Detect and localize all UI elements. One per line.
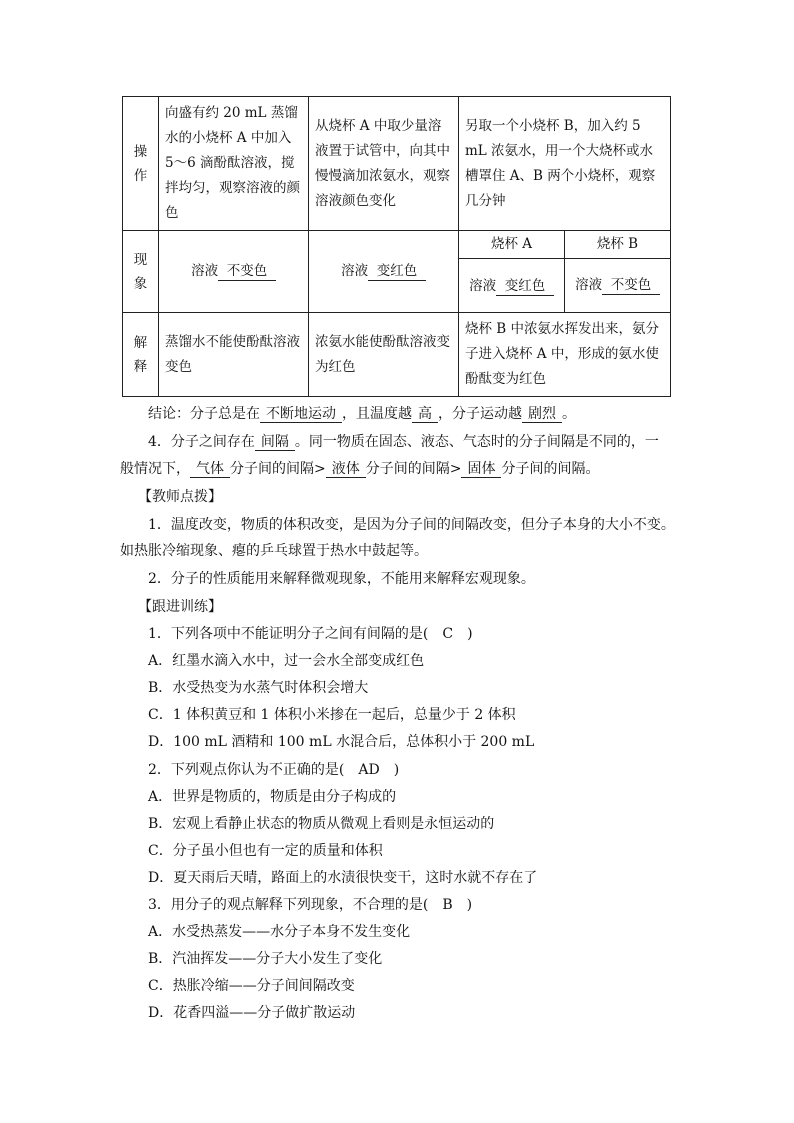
q3-option-d: D．花香四溢——分子做扩散运动 — [148, 1005, 356, 1021]
teacher-tips-heading: 【教师点拨】 — [138, 489, 222, 505]
operation-cell-3: 另取一个小烧杯 B，加入约 5 mL 浓氨水，用一个大烧杯或水槽罩住 A、B 两个小烧杯，观察几分钟 — [459, 97, 671, 231]
item4-blank-4: 固体 — [461, 461, 501, 478]
item4-blank-1: 间隔 — [255, 434, 295, 451]
phenomenon-1-answer — [218, 262, 276, 281]
table-row-phenomenon-top — [123, 231, 671, 259]
conclusion-blank-3: 剧烈 — [522, 406, 562, 423]
phenomenon-2-answer — [368, 262, 426, 281]
item4-blank-2: 气体 — [190, 461, 230, 478]
phenomenon-2-prefix: 溶液 — [341, 263, 369, 279]
q1-option-d: D．100 mL 酒精和 100 mL 水混合后，总体积小于 200 mL — [148, 734, 535, 750]
q2-option-d: D．夏天雨后天晴，路面上的水渍很快变干，这时水就不存在了 — [148, 870, 538, 886]
conclusion-p2: ，且温度越 — [342, 406, 412, 422]
item4-p4: 分子间的间隔> — [230, 461, 326, 477]
item4-p6: 分子间的间隔。 — [501, 461, 600, 477]
row-header-phenomenon-text: 现象 — [133, 251, 148, 292]
teacher-tip-1b: 如热胀冷缩现象、瘪的乒乓球置于热水中鼓起等。 — [120, 543, 428, 559]
beaker-b-header: 烧杯 B — [565, 231, 671, 259]
phenomenon-1-prefix: 溶液 — [191, 263, 219, 279]
row-header-phenomenon — [123, 231, 159, 313]
beaker-b-phenomenon — [565, 259, 671, 313]
q2-option-c: C．分子虽小但也有一定的质量和体积 — [148, 843, 383, 859]
teacher-tip-2: 2．分子的性质能用来解释微观现象，不能用来解释宏观现象。 — [148, 571, 535, 587]
experiment-table — [122, 96, 671, 397]
beaker-b-prefix: 溶液 — [575, 277, 603, 293]
explanation-cell-3: 烧杯 B 中浓氨水挥发出来，氨分子进入烧杯 A 中，形成的氨水使酚酞变为红色 — [459, 313, 671, 397]
conclusion-line — [148, 404, 708, 424]
row-header-operation-text: 操作 — [133, 143, 148, 184]
q3-option-b: B．汽油挥发——分子大小发生了变化 — [148, 951, 383, 967]
item4-p2: 。同一物质在固态、液态、气态时的分子间隔是不同的，一 — [294, 434, 659, 450]
phenomenon-2-answer-text: 变红色 — [376, 263, 418, 279]
q3-option-c: C．热胀冷缩——分子间间隔改变 — [148, 978, 355, 994]
explanation-cell-2: 浓氨水能使酚酞溶液变为红色 — [309, 313, 459, 397]
table-row-explanation — [123, 313, 671, 397]
row-header-explanation-text: 解释 — [133, 334, 148, 375]
beaker-a-answer-text: 变红色 — [504, 277, 546, 294]
beaker-a-answer — [496, 277, 554, 296]
conclusion-p1: 结论：分子总是在 — [148, 406, 260, 422]
item4-p1: 4．分子之间存在 — [148, 434, 255, 450]
q1-option-b: B．水受热变为水蒸气时体积会增大 — [148, 680, 369, 696]
beaker-a-phenomenon — [459, 259, 565, 313]
q3-stem: 3．用分子的观点解释下列现象，不合理的是( B ) — [148, 897, 473, 913]
conclusion-blank-2: 高 — [412, 406, 438, 423]
explanation-cell-1: 蒸馏水不能使酚酞溶液变色 — [159, 313, 309, 397]
q1-option-c: C．1 体积黄豆和 1 体积小米掺在一起后，总量少于 2 体积 — [148, 707, 516, 723]
q2-option-b: B．宏观上看静止状态的物质从微观上看则是永恒运动的 — [148, 816, 495, 832]
conclusion-blank-1: 不断地运动 — [260, 406, 342, 423]
phenomenon-cell-1 — [159, 231, 309, 313]
beaker-a-header: 烧杯 A — [459, 231, 565, 259]
beaker-b-answer — [602, 276, 660, 295]
q2-option-a: A．世界是物质的，物质是由分子构成的 — [148, 789, 397, 805]
row-header-operation — [123, 97, 159, 231]
q1-option-a: A．红墨水滴入水中，过一会水全部变成红色 — [148, 653, 425, 669]
beaker-b-answer-text: 不变色 — [610, 277, 652, 293]
q1-stem: 1．下列各项中不能证明分子之间有间隔的是( C ) — [148, 626, 473, 642]
item4-line-2 — [120, 459, 680, 479]
item4-p3: 般情况下， — [120, 461, 190, 477]
row-header-explanation — [123, 313, 159, 397]
item4-p5: 分子间的间隔> — [365, 461, 462, 477]
phenomenon-1-answer-text: 不变色 — [226, 263, 268, 279]
phenomenon-cell-2 — [309, 231, 459, 313]
practice-heading: 【跟进训练】 — [138, 599, 222, 615]
conclusion-p3: ，分子运动越 — [438, 406, 522, 422]
operation-cell-2: 从烧杯 A 中取少量溶液置于试管中，向其中慢慢滴加浓氨水，观察溶液颜色变化 — [309, 97, 459, 231]
teacher-tip-1a: 1．温度改变，物质的体积改变，是因为分子间的间隔改变，但分子本身的大小不变。 — [148, 517, 675, 533]
item4-blank-3: 液体 — [326, 461, 366, 478]
table-row-operation — [123, 97, 671, 231]
q2-stem: 2．下列观点你认为不正确的是( AD ) — [148, 762, 400, 778]
q3-option-a: A．水受热蒸发——水分子本身不发生变化 — [148, 924, 411, 940]
conclusion-p4: 。 — [562, 406, 576, 422]
operation-cell-1: 向盛有约 20 mL 蒸馏水的小烧杯 A 中加入 5～6 滴酚酞溶液，搅拌均匀，观察溶液的颜色 — [159, 97, 309, 231]
beaker-a-prefix: 溶液 — [469, 277, 497, 294]
item4-line-1 — [148, 432, 708, 452]
